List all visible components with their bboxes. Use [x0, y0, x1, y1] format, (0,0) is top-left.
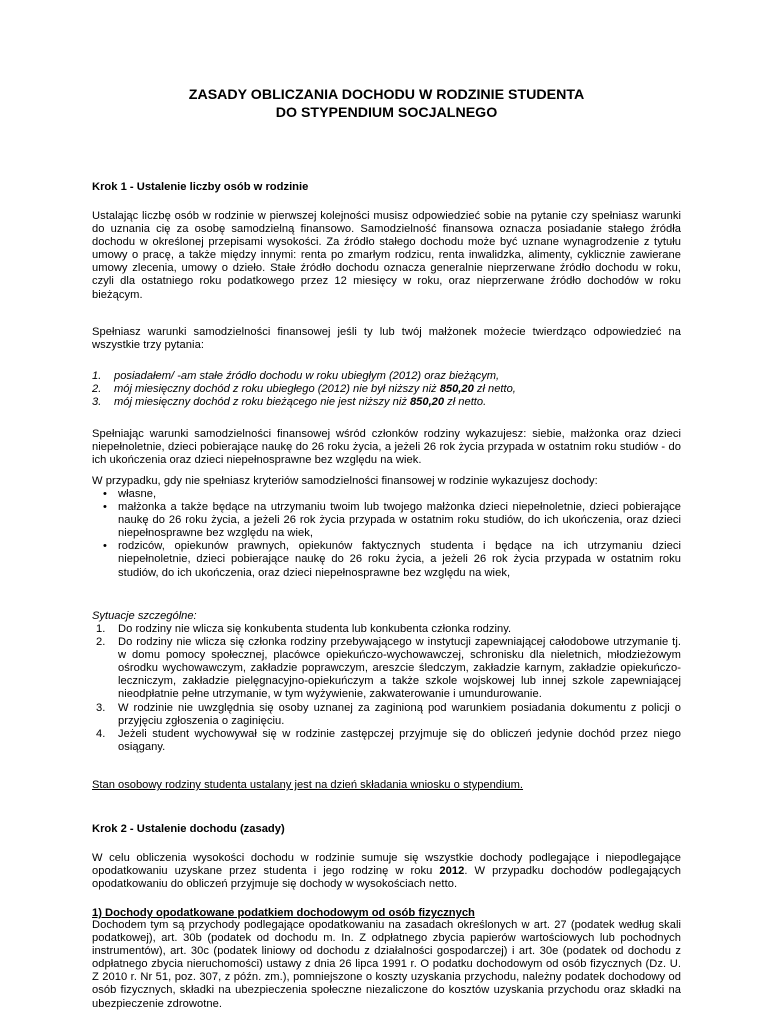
- title-line-1: ZASADY OBLICZANIA DOCHODU W RODZINIE STUDENTA: [188, 87, 585, 103]
- bullet-item: • własne,: [92, 488, 681, 501]
- not-meeting-intro: W przypadku, gdy nie spełniasz kryteriów samodzielności finansowej w rodzinie wykazujesz dochody:: [92, 475, 598, 487]
- condition-item: [92, 370, 681, 383]
- title-line-2: DO STYPENDIUM SOCJALNEGO: [275, 105, 498, 121]
- meeting-conditions-paragraph: Spełniając warunki samodzielności finansowej wśród członków rodziny wykazujesz: siebie, małżonka oraz dzieci niepełnoletnie, dzieci pobierające naukę do 26 roku życia, a jeżeli 26 rok życia przypada w ostatnim roku studiów - do ich ukończenia oraz dzieci niepełnosprawne bez względu na wiek.: [92, 428, 681, 467]
- condition-number: 2.: [92, 383, 102, 396]
- bullet-icon: •: [103, 540, 107, 553]
- step2-paragraph: W celu obliczenia wysokości dochodu w rodzinie sumuje się wszystkie dochody podlegające i niepodlegające opodatkowaniu uzyskane przez studenta i jego rodzinę w roku 2012. W przypadku dochodów podlegających opodatkowaniu do obliczeń przyjmuje się dochody w wysokościach netto.: [92, 852, 681, 891]
- step2-year: 2012: [439, 865, 465, 878]
- condition-item: [92, 396, 681, 409]
- section1-paragraph: Dochodem tym są przychody podlegające opodatkowaniu na zasadach określonych w art. 27 (podatek według skali podatkowej), art. 30b (podatek od dochodu m. In. Z odpłatnego zbycia papierów wartościowych lub pochodnych instrumentów), art. 30c (podatek liniowy od dochodu z działalności gospodarczej) i art. 30e (podatek od dochodu z odpłatnego zbycia nieruchomości) ustawy z dnia 26 lipca 1991 r. O podatku dochodowym od osób fizycznych (Dz. U. Z 2010 r. Nr 51, poz. 307, z późn. zm.), pomniejszone o koszty uzyskania przychodu, należny podatek dochodowy od osób fizycznych, składki na ubezpieczenia społeczne niezaliczone do kosztów uzyskania przychodu oraz składki na ubezpieczenie zdrowotne.: [92, 919, 681, 1010]
- bullet-item: • rodziców, opiekunów prawnych, opiekunów faktycznych studenta i będące na ich utrzymaniu dzieci niepełnoletnie, dzieci pobierające naukę do 26 roku życia, a jeżeli 26 rok życia przypada w ostatnim roku studiów, do ich ukończenia, oraz dzieci niepełnosprawne bez względu na wiek,: [92, 540, 681, 579]
- bullet-icon: •: [103, 488, 107, 500]
- bullet-item: • małżonka a także będące na utrzymaniu twoim lub twojego małżonka dzieci niepełnoletnie, dzieci pobierające naukę do 26 roku życia, a jeżeli 26 rok życia przypada w ostatnim roku studiów, do ich ukończenia, oraz dzieci niepełnosprawne bez względu na wiek,: [92, 501, 681, 540]
- step1-heading: Krok 1 - Ustalenie liczby osób w rodzinie: [92, 181, 309, 193]
- special-situations-heading: Sytuacje szczególne:: [92, 610, 197, 622]
- special-item: 2. Do rodziny nie wlicza się członka rodziny przebywającego w instytucji zapewniającej całodobowe utrzymanie tj. w domu pomocy społecznej, placówce opiekuńczo-wychowawczej, schronisku dla nieletnich, młodzieżowym ośrodku wychowawczym, zakładzie poprawczym, areszcie śledczym, zakładzie karnym, zakładzie opiekuńczo-leczniczym, zakładzie pielęgnacyjno-opiekuńczym a także szkole wojskowej lub innej szkole zapewniającej nieodpłatnie pełne utrzymanie, w tym wyżywienie, zakwaterowanie i umundurowanie.: [96, 636, 681, 701]
- conditions-list: [92, 370, 681, 409]
- section1-heading: 1) Dochody opodatkowane podatkiem dochodowym od osób fizycznych: [92, 907, 475, 919]
- step2-heading: Krok 2 - Ustalenie dochodu (zasady): [92, 823, 285, 835]
- family-status-note: Stan osobowy rodziny studenta ustalany jest na dzień składania wniosku o stypendium.: [92, 779, 524, 791]
- bullet-icon: •: [103, 501, 107, 514]
- condition-amount: 850,20: [439, 383, 474, 396]
- document-title: [92, 86, 681, 122]
- income-bullet-list: [92, 488, 681, 580]
- special-item: 1. Do rodziny nie wlicza się konkubenta studenta lub konkubenta członka rodziny.: [96, 623, 512, 635]
- condition-item: [92, 383, 681, 396]
- condition-text: mój miesięczny dochód z roku ubiegłego (2012) nie był niższy niż 850,20 zł netto,: [114, 383, 516, 396]
- condition-number: 1.: [92, 370, 102, 382]
- special-item: 4. Jeżeli student wychowywał się w rodzinie zastępczej przyjmuje się do obliczeń jedynie dochód przez niego osiągany.: [96, 727, 681, 753]
- step1-paragraph: Ustalając liczbę osób w rodzinie w pierwszej kolejności musisz odpowiedzieć sobie na pytanie czy spełniasz warunki do uznania cię za osobę samodzielną finansowo. Samodzielność finansowa oznacza posiadanie stałego źródła dochodu w określonej przepisami wysokości. Za źródło stałego dochodu może być uznane wynagrodzenie z tytułu umowy o pracę, a także między innymi: renta po zmarłym rodzicu, renta inwalidzka, alimenty, cyklicznie zawierane umowy zlecenia, umowy o dzieło. Stałe źródło dochodu oznacza generalnie nieprzerwane źródło dochodu w roku, czyli dla ostatniego roku podatkowego przez 12 miesięcy w roku, oraz nieprzerwane źródło dochodów w roku bieżącym.: [92, 210, 681, 301]
- conditions-intro: Spełniasz warunki samodzielności finansowej jeśli ty lub twój małżonek możecie twierdząco odpowiedzieć na wszystkie trzy pytania:: [92, 326, 681, 352]
- special-situations-list: [92, 623, 681, 754]
- condition-text: mój miesięczny dochód z roku bieżącego nie jest niższy niż 850,20 zł netto.: [114, 396, 487, 409]
- condition-amount: 850,20: [409, 396, 445, 409]
- condition-text: posiadałem/ -am stałe źródło dochodu w roku ubiegłym (2012) oraz bieżącym,: [114, 370, 500, 382]
- special-item: 3. W rodzinie nie uwzględnia się osoby uznanej za zaginioną pod warunkiem posiadania dokumentu z policji o przyjęciu zgłoszenia o zaginięciu.: [96, 701, 681, 727]
- condition-number: 3.: [92, 396, 102, 409]
